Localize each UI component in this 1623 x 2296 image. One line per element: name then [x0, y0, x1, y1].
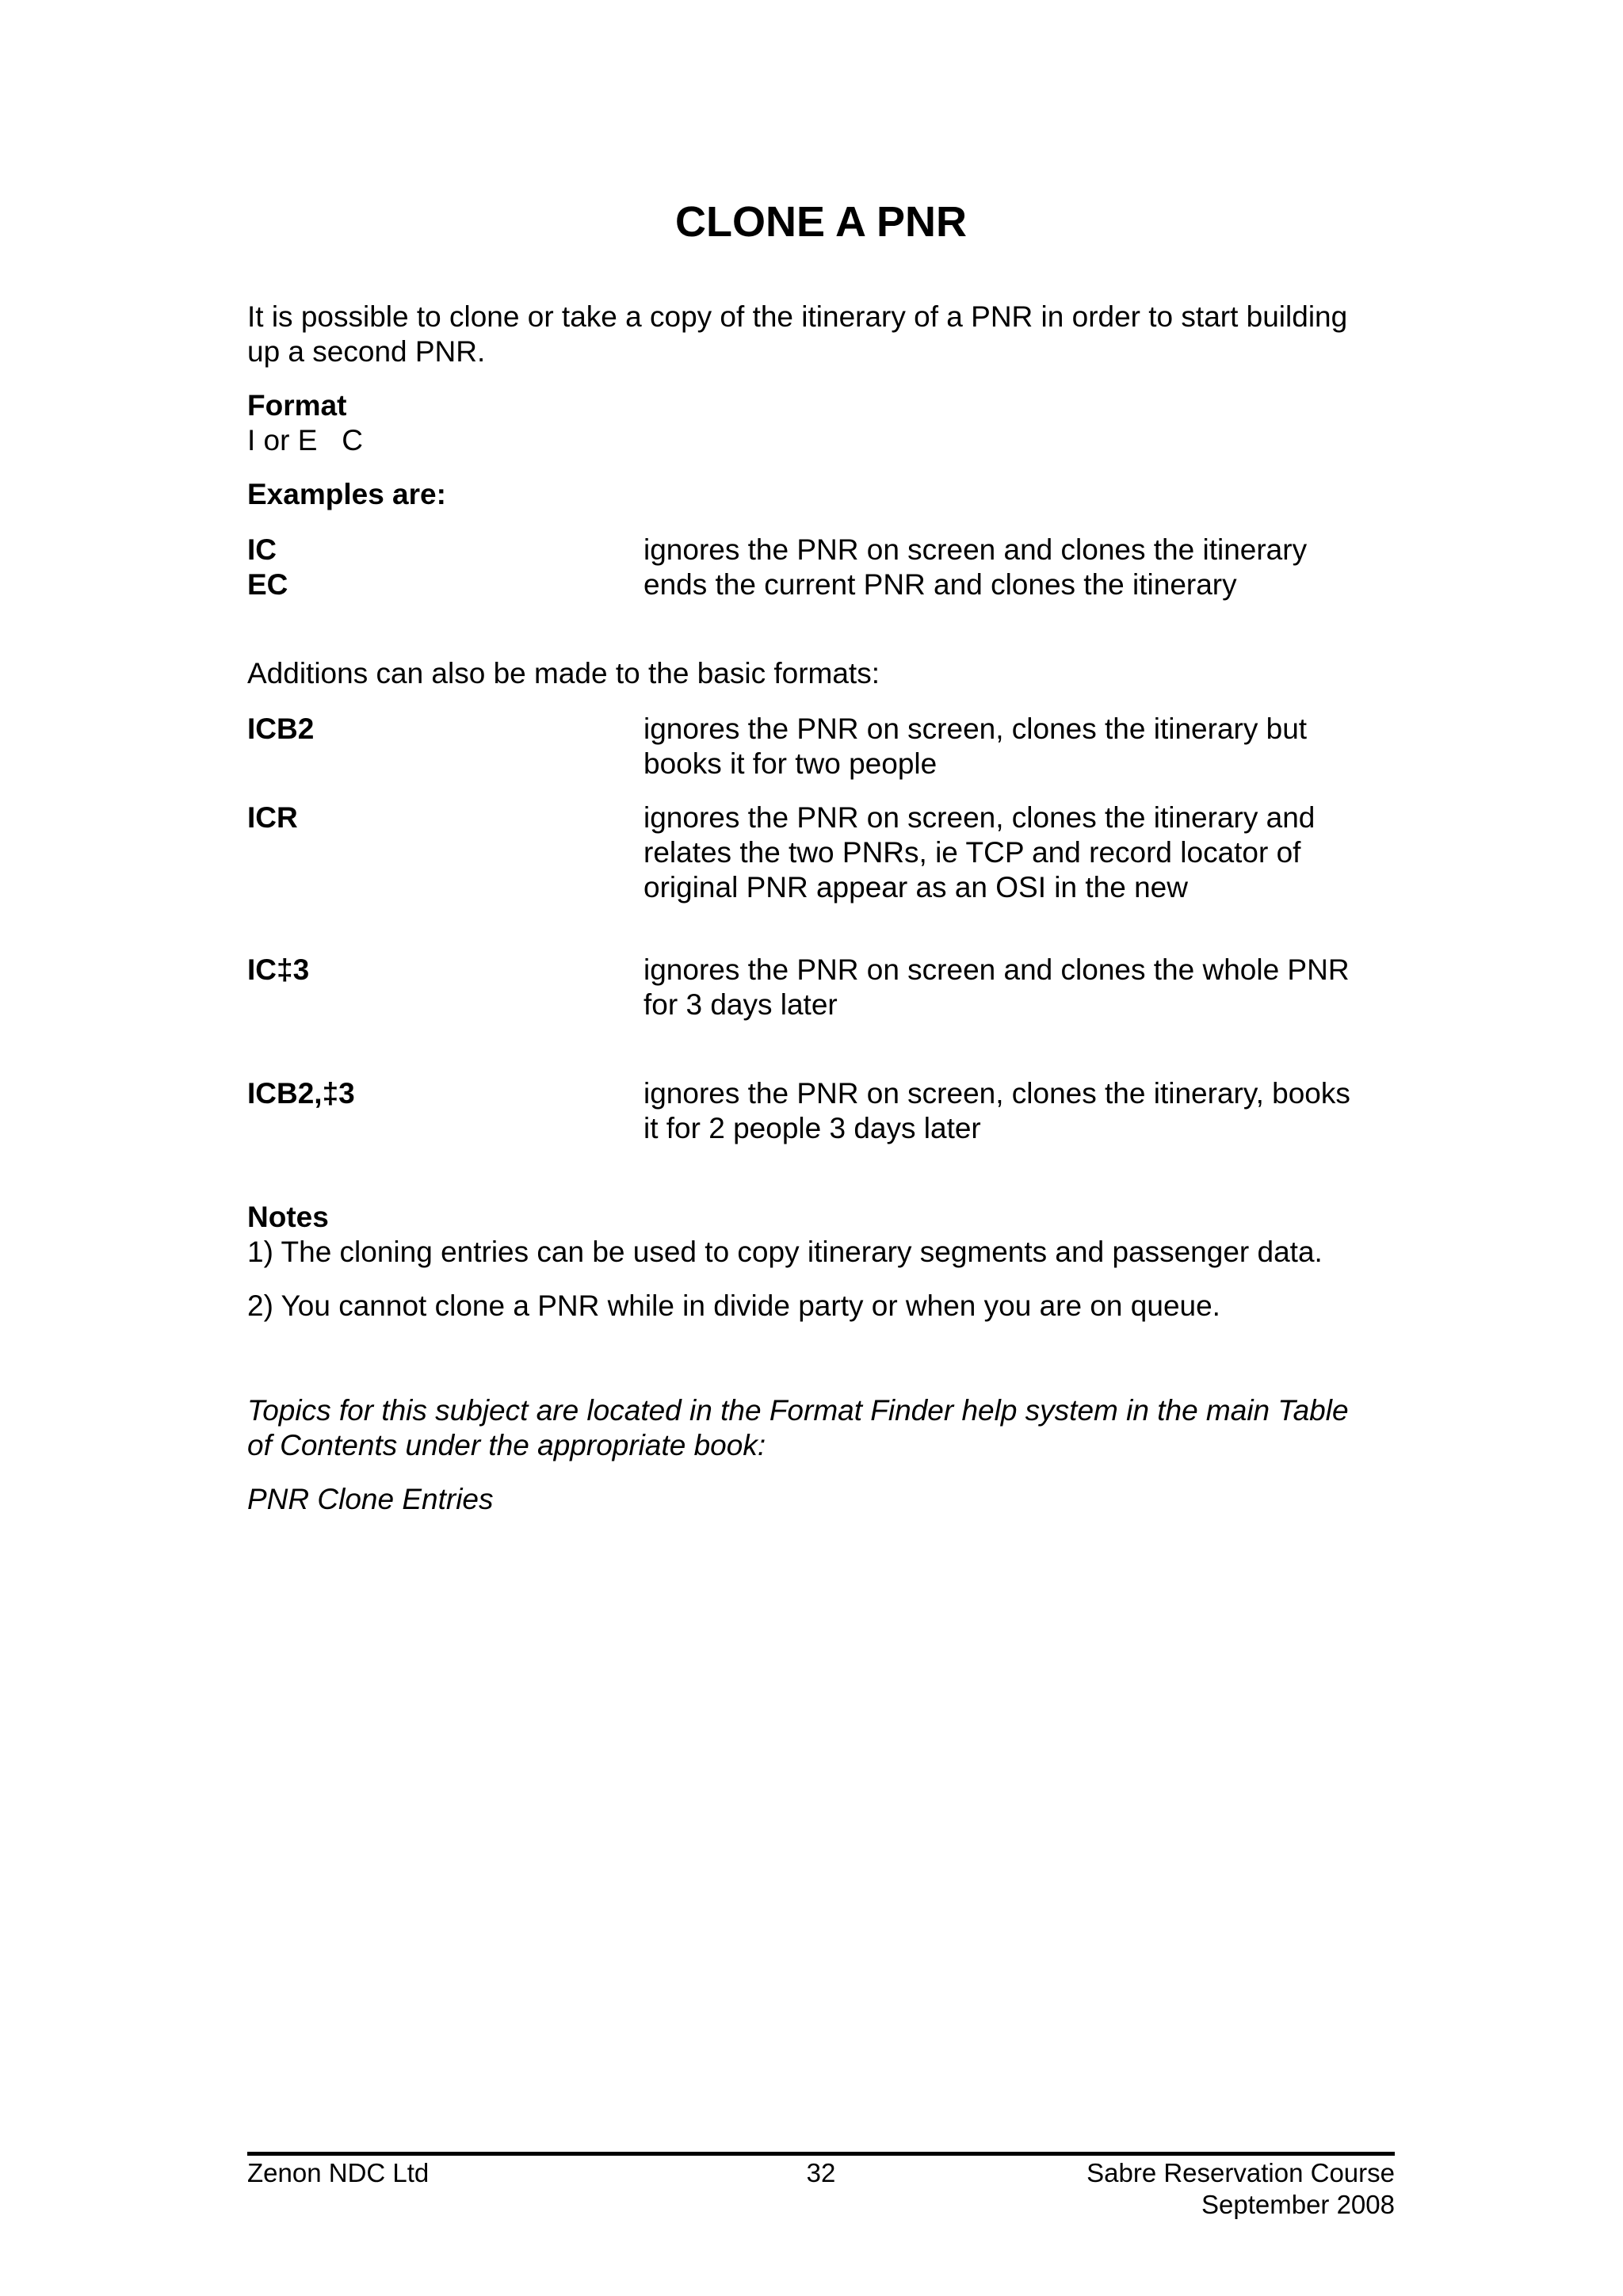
- note-1: 1) The cloning entries can be used to copy itinerary segments and passenger data.: [247, 1236, 1323, 1268]
- footer-company: Zenon NDC Ltd: [247, 2158, 430, 2187]
- addition-desc-icb2-3-line-1: ignores the PNR on screen, clones the itinerary, books: [643, 1077, 1350, 1110]
- addition-desc-icb2-line-1: ignores the PNR on screen, clones the itinerary but: [643, 712, 1308, 745]
- footer-course-title: Sabre Reservation Course: [1086, 2158, 1395, 2187]
- intro-line-1: It is possible to clone or take a copy of the itinerary of a PNR in order to start building: [247, 300, 1348, 333]
- examples-heading: Examples are:: [247, 478, 446, 510]
- notes-heading: Notes: [247, 1201, 329, 1233]
- page-title: CLONE A PNR: [674, 198, 967, 246]
- addition-desc-icb2-line-2: books it for two people: [643, 747, 938, 780]
- document-page: [247, 0, 1395, 2296]
- format-value: I or E C: [247, 424, 363, 457]
- addition-code-ic-3: IC‡3: [247, 953, 310, 986]
- example-code-ic: IC: [247, 533, 277, 566]
- footer-divider: [247, 2152, 1395, 2156]
- example-desc-ec: ends the current PNR and clones the itinerary: [643, 568, 1237, 601]
- footer-date: September 2008: [1201, 2190, 1395, 2219]
- addition-desc-ic-3-line-1: ignores the PNR on screen and clones the whole PNR: [643, 953, 1350, 986]
- topics-line-2: of Contents under the appropriate book:: [247, 1429, 766, 1461]
- topics-line-1: Topics for this subject are located in the Format Finder help system in the main Table: [247, 1394, 1349, 1427]
- addition-code-icr: ICR: [247, 801, 298, 834]
- addition-code-icb2: ICB2: [247, 712, 315, 745]
- additions-intro: Additions can also be made to the basic formats:: [247, 657, 880, 690]
- addition-desc-ic-3-line-2: for 3 days later: [643, 988, 838, 1021]
- format-heading: Format: [247, 389, 347, 422]
- addition-desc-icb2-3-line-2: it for 2 people 3 days later: [643, 1112, 981, 1144]
- note-2: 2) You cannot clone a PNR while in divide party or when you are on queue.: [247, 1289, 1220, 1322]
- addition-desc-icr-line-3: original PNR appear as an OSI in the new: [643, 871, 1188, 904]
- intro-line-2: up a second PNR.: [247, 335, 486, 368]
- footer-page-number: 32: [806, 2158, 836, 2187]
- topics-entry: PNR Clone Entries: [247, 1483, 494, 1515]
- example-code-ec: EC: [247, 568, 288, 601]
- addition-desc-icr-line-1: ignores the PNR on screen, clones the itinerary and: [643, 801, 1316, 834]
- example-desc-ic: ignores the PNR on screen and clones the itinerary: [643, 533, 1308, 566]
- addition-code-icb2-3: ICB2,‡3: [247, 1077, 355, 1110]
- addition-desc-icr-line-2: relates the two PNRs, ie TCP and record locator of: [643, 836, 1301, 869]
